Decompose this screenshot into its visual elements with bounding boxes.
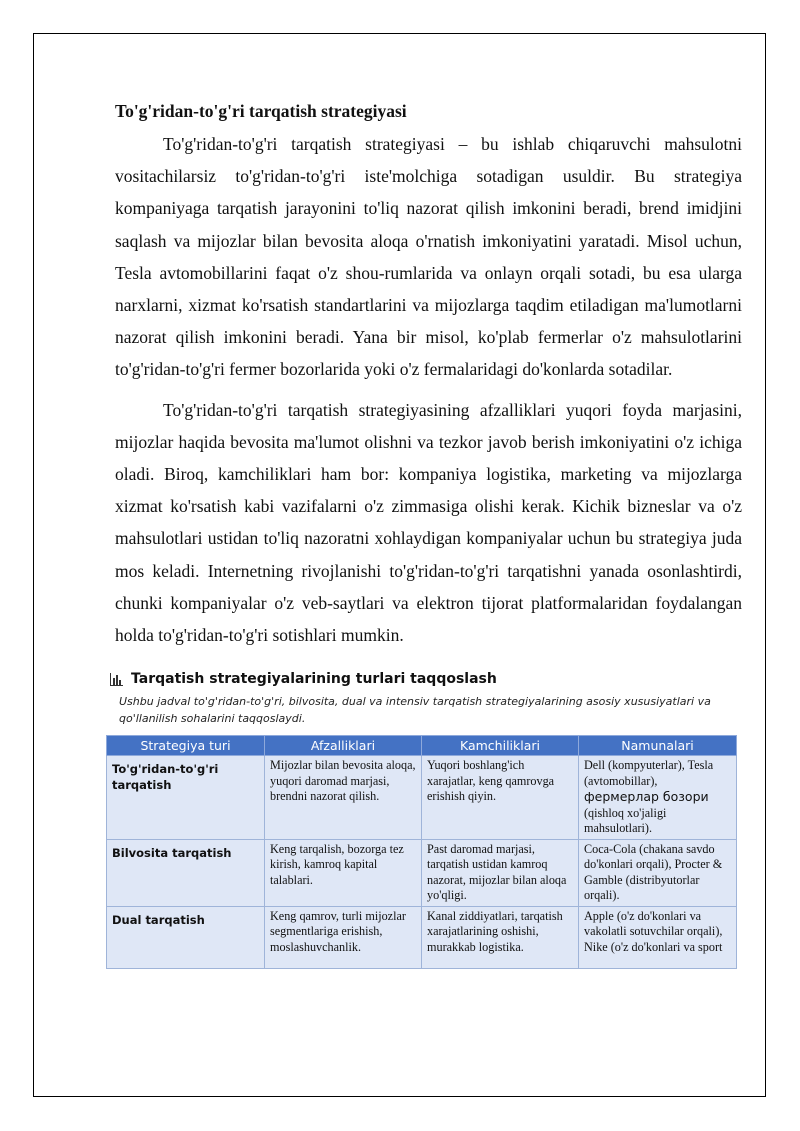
table-row <box>107 756 737 840</box>
strategy-name: To'g'ridan-to'g'ri tarqatish <box>107 756 265 840</box>
cons-cell: Kanal ziddiyatlari, tarqatish xarajatlarining oshishi, murakkab logistika. <box>422 906 579 968</box>
pros-cell: Keng qamrov, turli mijozlar segmentlariga erishish, moslashuvchanlik. <box>265 906 422 968</box>
table-row <box>107 906 737 968</box>
comparison-table <box>106 735 737 969</box>
examples-text: Dell (kompyuterlar), Tesla (avtomobillar), <box>584 758 714 788</box>
column-header-examples: Namunalari <box>579 736 737 756</box>
table-row <box>107 839 737 906</box>
table-header-row <box>107 736 737 756</box>
table-title <box>110 671 742 687</box>
column-header-pros: Afzalliklari <box>265 736 422 756</box>
pros-cell: Keng tarqalish, bozorga tez kirish, kamroq kapital talablari. <box>265 839 422 906</box>
paragraph-1: To'g'ridan-to'g'ri tarqatish strategiyasi – bu ishlab chiqaruvchi mahsulotni vositachilarsiz to'g'ridan-to'g'ri iste'molchiga sotadigan usuldir. Bu strategiya kompaniyaga tarqatish jarayonini to'liq nazorat qilish imkonini beradi, brend imidjini saqlash va mijozlar bilan bevosita aloqa o'rnatish imkoniyatini yaratadi. Misol uchun, Tesla avtomobillarini faqat o'z shou-rumlarida va onlayn orqali sotadi, bu esa ularga narxlarni, xizmat ko'rsatish standartlarini va mijozlarga taqdim etiladigan ma'lumotlarni nazorat qilish imkonini beradi. Yana bir misol, ko'plab fermerlar o'z mahsulotlarini to'g'ridan-to'g'ri fermer bozorlarida yoki o'z fermalaridagi do'konlarda sotadilar. <box>115 134 742 380</box>
document-body <box>112 96 742 969</box>
column-header-cons: Kamchiliklari <box>422 736 579 756</box>
cons-cell: Yuqori boshlang'ich xarajatlar, keng qamrovga erishish qiyin. <box>422 756 579 840</box>
cons-cell: Past daromad marjasi, tarqatish ustidan kamroq nazorat, mijozlar bilan aloqa yo'qligi. <box>422 839 579 906</box>
table-title-text: Tarqatish strategiyalarining turlari taqqoslash <box>131 671 497 688</box>
examples-cell: Apple (o'z do'konlari va vakolatli sotuvchilar orqali), Nike (o'z do'konlari va sport <box>579 906 737 968</box>
strategy-name: Bilvosita tarqatish <box>107 839 265 906</box>
strategy-name: Dual tarqatish <box>107 906 265 968</box>
examples-cell: Coca-Cola (chakana savdo do'konlari orqali), Procter & Gamble (distribyutorlar orqali). <box>579 839 737 906</box>
examples-cell <box>579 756 737 840</box>
section-heading: To'g'ridan-to'g'ri tarqatish strategiyasi <box>115 101 407 121</box>
paragraph-2: To'g'ridan-to'g'ri tarqatish strategiyasining afzalliklari yuqori foyda marjasini, mijozlar haqida bevosita ma'lumot olishni va tezkor javob berish imkoniyatini o'z ichiga oladi. Biroq, kamchiliklari ham bor: kompaniya logistika, marketing va mijozlarga xizmat ko'rsatish kabi vazifalarni o'z zimmasiga olishi kerak. Kichik bizneslar va o'z mahsulotlari ustidan to'liq nazoratni xohlaydigan kompaniyalar uchun bu strategiya juda mos keladi. Internetning rivojlanishi to'g'ridan-to'g'ri tarqatishni yanada osonlashtirdi, chunki kompaniyalar o'z veb-saytlari va elektron tijorat platformalaridan foydalangan holda to'g'ridan-to'g'ri sotishlari mumkin. <box>115 399 742 646</box>
pros-cell: Mijozlar bilan bevosita aloqa, yuqori daromad marjasi, brendni nazorat qilish. <box>265 756 422 840</box>
bar-chart-icon <box>110 673 123 686</box>
examples-text-cyrillic: фермерлар бозори <box>584 789 709 805</box>
table-caption: Ushbu jadval to'g'ridan-to'g'ri, bilvosita, dual va intensiv tarqatish strategiyalarining asosiy xususiyatlari va qo'llanilish sohalarini taqqoslaydi. <box>119 695 711 726</box>
column-header-strategy: Strategiya turi <box>107 736 265 756</box>
examples-text-tail: (qishloq xo'jaligi mahsulotlari). <box>584 805 667 836</box>
